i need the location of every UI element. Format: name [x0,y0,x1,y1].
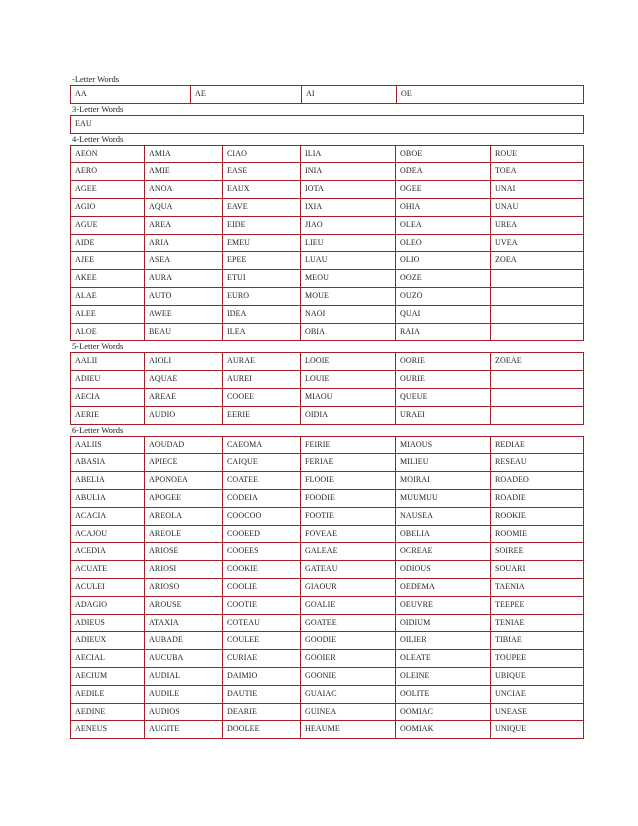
word-cell: TOEA [491,163,584,181]
word-cell [491,270,584,288]
word-cell: NAOI [301,305,396,323]
word-cell: AALIIS [71,436,145,454]
word-cell: ROOKIE [491,507,584,525]
word-cell: AREOLE [145,525,223,543]
word-cell: ROOMIE [491,525,584,543]
word-cell: AUREI [223,371,301,389]
word-cell: ETUI [223,270,301,288]
word-cell: ODIOUS [396,561,491,579]
word-cell: AROUSE [145,596,223,614]
word-cell: ACACIA [71,507,145,525]
word-cell: AREAE [145,388,223,406]
word-cell: ABULIA [71,489,145,507]
word-cell: MILIEU [396,454,491,472]
word-cell: EAU [71,115,584,133]
table-row [71,216,584,234]
word-cell: LOUIE [301,371,396,389]
word-cell: ROADIE [491,489,584,507]
table-row [71,388,584,406]
section-heading: 5-Letter Words [72,341,124,352]
word-cell [491,287,584,305]
table-row [71,270,584,288]
word-cell: AURA [145,270,223,288]
table-row [71,650,584,668]
word-cell: MOUE [301,287,396,305]
word-cell: REDIAE [491,436,584,454]
word-cell: ARIA [145,234,223,252]
word-cell: CAIQUE [223,454,301,472]
table-row [71,632,584,650]
table-row [71,614,584,632]
word-cell: ZOEAE [491,353,584,371]
word-cell: EPEE [223,252,301,270]
word-cell: GOOIER [301,650,396,668]
word-cell: AI [302,86,397,104]
word-cell: GOALIE [301,596,396,614]
table-row [71,145,584,163]
word-cell: DEARIE [223,703,301,721]
word-cell: AEON [71,145,145,163]
word-cell: OLEINE [396,667,491,685]
word-cell: MOIRAI [396,472,491,490]
word-cell: OE [397,86,584,104]
section-heading: 6-Letter Words [72,424,124,435]
word-cell: COOLIE [223,578,301,596]
table-row [71,489,584,507]
word-cell: CAEOMA [223,436,301,454]
word-cell: AOUDAD [145,436,223,454]
word-cell: ACUATE [71,561,145,579]
word-cell: AWEE [145,305,223,323]
word-cell: OEDEMA [396,578,491,596]
word-cell: NAUSEA [396,507,491,525]
word-cell: ADIEUS [71,614,145,632]
word-cell: ADIEUX [71,632,145,650]
table-row [71,721,584,739]
table-row [71,252,584,270]
word-cell: GOODIE [301,632,396,650]
word-cell: ROADEO [491,472,584,490]
section-heading: -Letter Words [72,74,120,84]
word-cell: DAIMIO [223,667,301,685]
word-cell: ZOEA [491,252,584,270]
word-cell: AUBADE [145,632,223,650]
word-cell: RESEAU [491,454,584,472]
word-cell: LIEU [301,234,396,252]
table-row [71,115,584,133]
word-cell: EERIE [223,406,301,424]
word-cell: OURIE [396,371,491,389]
word-cell: GUINEA [301,703,396,721]
table-row [71,323,584,341]
word-cell: CURIAE [223,650,301,668]
word-cell: ADIEU [71,371,145,389]
table-row [71,667,584,685]
word-cell: AALII [71,353,145,371]
table-row [71,371,584,389]
word-cell: AQUAE [145,371,223,389]
word-cell: OHIA [396,198,491,216]
table-row [71,561,584,579]
word-cell: ATAXIA [145,614,223,632]
word-cell: OLEA [396,216,491,234]
word-table [70,436,584,740]
word-cell: OOMIAC [396,703,491,721]
table-row [71,685,584,703]
word-cell: OEUVRE [396,596,491,614]
word-cell: COTEAU [223,614,301,632]
word-cell: AEDILE [71,685,145,703]
word-cell: OBOE [396,145,491,163]
word-cell: AKEE [71,270,145,288]
table-row [71,454,584,472]
word-cell: TENIAE [491,614,584,632]
word-cell: ASEA [145,252,223,270]
word-cell: ARIOSE [145,543,223,561]
word-cell: FOOTIE [301,507,396,525]
word-cell: ODEA [396,163,491,181]
word-cell: CIAO [223,145,301,163]
word-cell: AIOLI [145,353,223,371]
word-cell: EAVE [223,198,301,216]
word-table [70,85,584,104]
word-cell: FERIAE [301,454,396,472]
word-table [70,115,584,134]
word-cell: COOKIE [223,561,301,579]
table-row [71,234,584,252]
table-row [71,578,584,596]
word-cell: AREOLA [145,507,223,525]
word-cell: AUCUBA [145,650,223,668]
word-cell: CODEIA [223,489,301,507]
table-row [71,86,584,104]
word-cell: AGIO [71,198,145,216]
word-cell: UNAI [491,181,584,199]
word-cell: AUDILE [145,685,223,703]
word-cell: OOZE [396,270,491,288]
word-cell: GOONIE [301,667,396,685]
word-cell: AENEUS [71,721,145,739]
word-cell: AUDIOS [145,703,223,721]
word-cell: QUEUE [396,388,491,406]
word-cell: AJEE [71,252,145,270]
table-row [71,305,584,323]
word-cell: GATEAU [301,561,396,579]
word-cell: APIECE [145,454,223,472]
word-cell: URAEI [396,406,491,424]
word-cell: INIA [301,163,396,181]
word-cell: BEAU [145,323,223,341]
word-cell: FOODIE [301,489,396,507]
table-row [71,287,584,305]
word-cell: EMEU [223,234,301,252]
word-cell: MIAOU [301,388,396,406]
word-cell: OORIE [396,353,491,371]
word-cell: OOMIAK [396,721,491,739]
word-cell: OLEATE [396,650,491,668]
word-cell: ABASIA [71,454,145,472]
word-cell: OOLITE [396,685,491,703]
word-cell: GALEAE [301,543,396,561]
word-cell: COATEE [223,472,301,490]
word-cell: COULEE [223,632,301,650]
word-cell: SOUARI [491,561,584,579]
word-cell: EAUX [223,181,301,199]
word-cell: OIDIA [301,406,396,424]
word-cell: OBIA [301,323,396,341]
word-cell: ALOE [71,323,145,341]
section-heading: 3-Letter Words [72,103,124,114]
word-cell: AECIUM [71,667,145,685]
word-cell: ROUE [491,145,584,163]
word-cell: AUGITE [145,721,223,739]
word-cell: UNAU [491,198,584,216]
word-cell: OILIER [396,632,491,650]
word-cell: AUDIAL [145,667,223,685]
word-cell: ALAE [71,287,145,305]
word-cell: ALEE [71,305,145,323]
word-cell: AUDIO [145,406,223,424]
table-row [71,543,584,561]
word-list-page [70,74,583,739]
word-cell: OUZO [396,287,491,305]
word-cell [491,323,584,341]
word-cell: UVEA [491,234,584,252]
word-cell [491,305,584,323]
word-cell: OLIO [396,252,491,270]
word-cell: IOTA [301,181,396,199]
word-cell: OCREAE [396,543,491,561]
word-cell: ILEA [223,323,301,341]
table-row [71,703,584,721]
word-cell: OBELIA [396,525,491,543]
word-cell: MEOU [301,270,396,288]
word-cell: ADAGIO [71,596,145,614]
word-cell: AE [191,86,302,104]
word-cell: ARIOSI [145,561,223,579]
word-cell: TAENIA [491,578,584,596]
word-cell: AEDINE [71,703,145,721]
word-cell: QUAI [396,305,491,323]
word-cell: AERO [71,163,145,181]
word-cell: OGEE [396,181,491,199]
word-cell: AGEE [71,181,145,199]
table-row [71,181,584,199]
word-cell: EIDE [223,216,301,234]
word-cell: AECIAL [71,650,145,668]
word-cell: EASE [223,163,301,181]
word-cell: FOVEAE [301,525,396,543]
word-cell [491,388,584,406]
word-cell: ILIA [301,145,396,163]
word-cell: IDEA [223,305,301,323]
word-cell: COOTIE [223,596,301,614]
word-cell: AMIA [145,145,223,163]
word-cell: ACEDIA [71,543,145,561]
word-cell: APOGEE [145,489,223,507]
word-cell: AIDE [71,234,145,252]
word-cell: JIAO [301,216,396,234]
word-cell: OIDIUM [396,614,491,632]
word-cell: APONOEA [145,472,223,490]
word-cell: AGUE [71,216,145,234]
word-cell: ABELIA [71,472,145,490]
table-row [71,525,584,543]
word-cell: AMIE [145,163,223,181]
word-cell: AURAE [223,353,301,371]
word-cell: RAIA [396,323,491,341]
word-cell: COOEED [223,525,301,543]
word-cell: OLEO [396,234,491,252]
word-cell: UNIQUE [491,721,584,739]
word-cell: SOIREE [491,543,584,561]
word-cell: FLOOIE [301,472,396,490]
table-row [71,406,584,424]
word-cell: DOOLEE [223,721,301,739]
word-cell: GOATEE [301,614,396,632]
word-cell: AQUA [145,198,223,216]
word-table [70,352,584,424]
word-cell: AA [71,86,191,104]
word-cell: DAUTIE [223,685,301,703]
word-cell: EURO [223,287,301,305]
word-cell: AREA [145,216,223,234]
word-cell: TEEPEE [491,596,584,614]
table-row [71,353,584,371]
table-row [71,163,584,181]
word-cell: GUAIAC [301,685,396,703]
word-cell: ARIOSO [145,578,223,596]
word-cell: MUUMUU [396,489,491,507]
table-row [71,507,584,525]
word-cell: TIBIAE [491,632,584,650]
table-row [71,472,584,490]
word-cell: HEAUME [301,721,396,739]
word-cell: LUAU [301,252,396,270]
word-table [70,145,584,342]
word-cell: UREA [491,216,584,234]
word-cell: TOUPEE [491,650,584,668]
word-cell: COOEES [223,543,301,561]
word-cell: AERIE [71,406,145,424]
word-cell [491,406,584,424]
word-cell: IXIA [301,198,396,216]
word-cell: UNEASE [491,703,584,721]
section-heading: 4-Letter Words [72,133,124,144]
word-cell: AUTO [145,287,223,305]
word-cell: AECIA [71,388,145,406]
table-row [71,436,584,454]
word-cell: ACULEI [71,578,145,596]
table-row [71,198,584,216]
word-cell: ACAJOU [71,525,145,543]
word-cell: FEIRIE [301,436,396,454]
word-cell: UNCIAE [491,685,584,703]
word-cell: GIAOUR [301,578,396,596]
word-cell: UBIQUE [491,667,584,685]
word-cell: LOOIE [301,353,396,371]
word-cell: COOEE [223,388,301,406]
word-cell [491,371,584,389]
word-cell: MIAOUS [396,436,491,454]
word-cell: ANOA [145,181,223,199]
word-cell: COOCOO [223,507,301,525]
table-row [71,596,584,614]
